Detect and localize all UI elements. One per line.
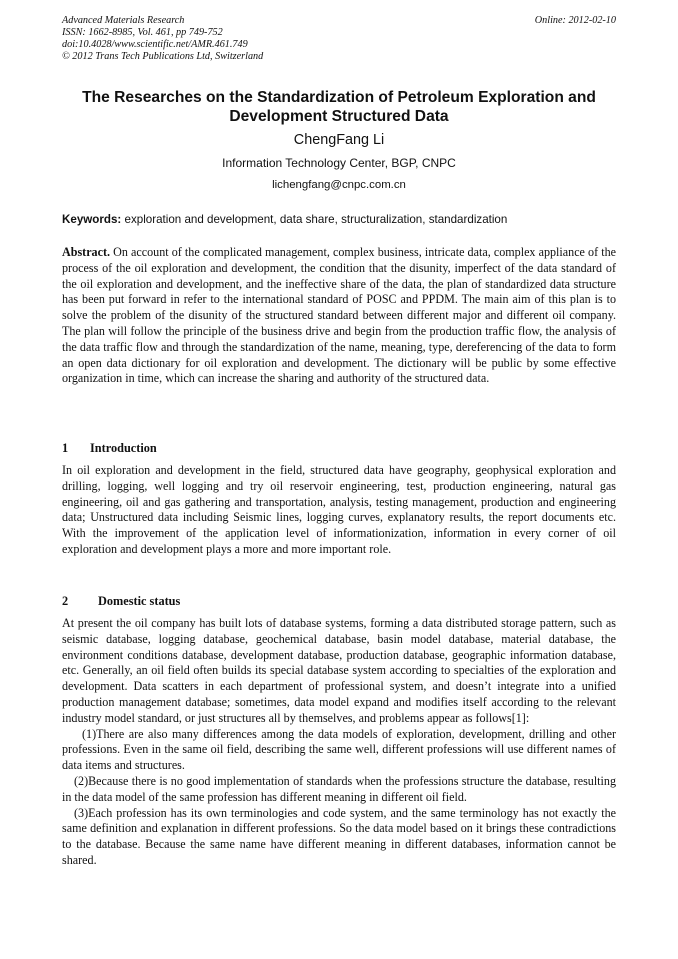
section-number: 2 [62, 594, 69, 608]
list-item: (2)Because there is no good implementation of standards when the professions structure the database, resulting in the data model of the same profession has different meaning in different oil field. [62, 773, 616, 804]
paper-title-line-1: The Researches on the Standardization of Petroleum Exploration and [82, 89, 596, 106]
section-introduction-body [62, 463, 616, 558]
keywords-label: Keywords: [62, 213, 122, 226]
journal-name: Advanced Materials Research [62, 15, 185, 26]
author-email: lichengfang@cnpc.com.cn [272, 179, 406, 191]
journal-issn: ISSN: 1662-8985, Vol. 461, pp 749-752 [62, 27, 223, 38]
online-date: Online: 2012-02-10 [534, 15, 616, 26]
author-name: ChengFang Li [293, 132, 385, 148]
list-item: (3)Each profession has its own terminologies and code system, and the same terminology has not exactly the same definition and explanation in different professions. So the data model based on it brings these contradictions to the database. Because the same name have different meaning in different databases, information cannot be shared. [62, 805, 616, 867]
author-affiliation: Information Technology Center, BGP, CNPC [222, 156, 456, 170]
journal-doi: doi:10.4028/www.scientific.net/AMR.461.749 [62, 39, 248, 50]
section-title: Introduction [90, 441, 157, 455]
keywords [62, 212, 616, 227]
list-item: (1)There are also many differences among the data models of exploration, development, drilling and other professions. Even in the same oil field, describing the same well, different professions will use different names of data items and structures. [62, 726, 616, 773]
paragraph: In oil exploration and development in the field, structured data have geography, geophysical exploration and drilling, logging, well logging and try oil reservoir engineering, test, production engineering, natural gas engineering, oil and gas gathering and transportation, analysis, testing management, production and engineering data; Unstructured data including Seismic lines, logging curves, explanatory results, the report documents etc. With the improvement of the application level of informationization, information in every corner of oil exploration and development plays a more and more important role. [62, 463, 616, 556]
section-heading-domestic-status [62, 594, 616, 609]
keywords-text: exploration and development, data share, structuralization, standardization [121, 213, 508, 226]
abstract-label: Abstract. [62, 245, 111, 259]
section-domestic-status-body [62, 616, 616, 869]
paper-title [62, 88, 616, 126]
abstract-text: On account of the complicated management, complex business, intricate data, complex appliance of the process of the oil exploration and development, the condition that the disunity, imperfect of the data standard of the oil exploration and development, and the ineffective share of the data, the plan of standardized data structure has been put forward in refer to the international standard of POSC and PPDM. The main aim of this plan is to solve the problem of the disunity of the structured standard between different major and different oil company. The plan will follow the principle of the business drive and begin from the production traffic flow, the analysis of the data traffic flow and through the standardization of the name, meaning, type, dereferencing of the data to form an open data dictionary for oil exploration and development. The dictionary will be public by some effective organization in time, which can increase the sharing and authority of the structured data. [62, 245, 616, 386]
paper-title-line-2: Development Structured Data [229, 108, 449, 125]
section-heading-introduction [62, 441, 616, 456]
section-number: 1 [62, 441, 69, 455]
abstract [62, 245, 616, 387]
paragraph: At present the oil company has built lots of database systems, forming a data distributed storage pattern, such as seismic database, logging database, geochemical database, basin model database, material database, the environment conditions database, development database, production database, geographic information database, etc. Generally, an oil field often builds its special database system according to specialties of the exploration and development. Data scatters in each department of professional system, and doesn’t integrate into a unified production management database; sometimes, data model expand and modifies itself according to the relevant industry model standard, or just structures all by themselves, and problems appear as follows[1]: [62, 616, 616, 725]
journal-header [62, 15, 616, 63]
section-title: Domestic status [98, 594, 181, 608]
journal-copyright: © 2012 Trans Tech Publications Ltd, Switzerland [62, 51, 264, 62]
